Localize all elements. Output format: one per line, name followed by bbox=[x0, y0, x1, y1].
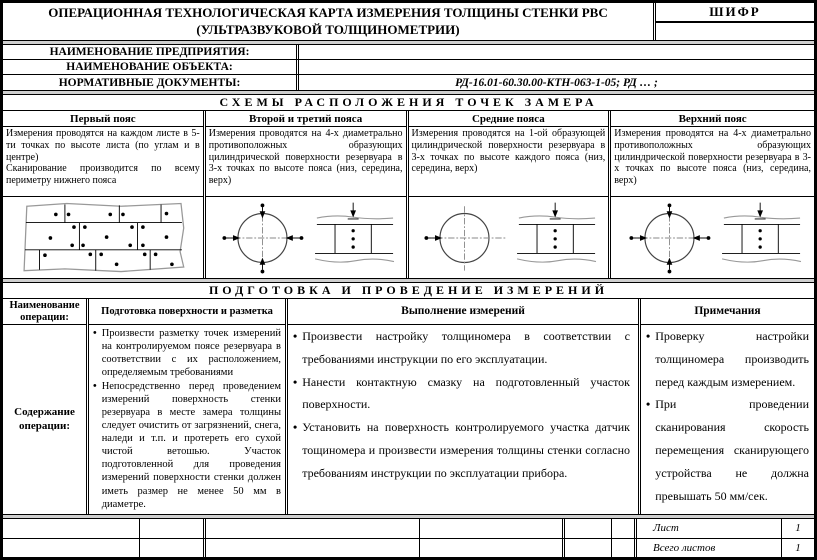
total-sheets-label: Всего листов bbox=[637, 539, 782, 558]
bullet-icon: • bbox=[93, 328, 97, 339]
info-table bbox=[3, 45, 814, 90]
footer-row bbox=[3, 539, 814, 558]
bullet-text: Нанести контактную смазку на подготовленный участок поверхности. bbox=[302, 374, 630, 412]
sheet-value: 1 bbox=[795, 522, 801, 535]
scheme-column-title: Второй и третий пояса bbox=[206, 111, 406, 127]
bullet-icon: • bbox=[93, 380, 97, 392]
top-belt-tank-section-diagram bbox=[611, 197, 814, 278]
footer-empty-cell bbox=[140, 539, 206, 558]
doc-title bbox=[3, 3, 656, 40]
scheme-column-text bbox=[611, 127, 814, 197]
footer-empty-cell bbox=[140, 519, 206, 538]
bullet-icon: • bbox=[646, 397, 651, 412]
info-row-object bbox=[3, 60, 814, 75]
scheme-column-title: Первый пояс bbox=[3, 111, 203, 127]
footer-block bbox=[3, 519, 814, 557]
schemes-section-title: СХЕМЫ РАСПОЛОЖЕНИЯ ТОЧЕК ЗАМЕРА bbox=[3, 95, 814, 111]
preparation-column bbox=[89, 299, 288, 514]
bullet-text: Непосредственно перед проведением измерений поверхность стенки резервуара в месте замера толщины следует очистить от загрязнений, снега, наледи и т.п. и протереть его сухой чистой ветошью. Участок подготовленной для проведения измерений поверхности стенки должен иметь размер не менее 50 мм в диаметре. bbox=[101, 380, 281, 510]
scheme-column-title: Средние пояса bbox=[409, 111, 609, 127]
bullet-text: Проверку настройки толщиномера производить перед каждым измерением. bbox=[655, 329, 809, 389]
normative-docs-label: НОРМАТИВНЫЕ ДОКУМЕНТЫ: bbox=[3, 75, 299, 90]
bullet-item bbox=[93, 380, 281, 511]
procedure-section-title: ПОДГОТОВКА И ПРОВЕДЕНИЕ ИЗМЕРЕНИЙ bbox=[3, 283, 814, 299]
object-name-label: НАИМЕНОВАНИЕ ОБЪЕКТА: bbox=[3, 60, 299, 74]
footer-empty-cell bbox=[565, 519, 612, 538]
cipher-label: ШИФР bbox=[656, 3, 814, 23]
footer-row bbox=[3, 519, 814, 539]
sheet-label: Лист bbox=[637, 519, 782, 538]
scheme-column-middle-belts bbox=[409, 111, 612, 278]
footer-empty-cell bbox=[3, 519, 140, 538]
total-sheets-value: 1 bbox=[795, 541, 801, 554]
operation-content-label: Содержание операции: bbox=[14, 406, 75, 432]
bullet-item bbox=[646, 325, 809, 393]
footer-empty-cell bbox=[206, 519, 420, 538]
footer-empty-cell bbox=[206, 539, 420, 558]
scheme-text-paragraph: Сканирование производится по всему периметру нижнего пояса bbox=[6, 163, 200, 187]
footer-empty-cell bbox=[612, 539, 637, 558]
belt1-wall-plates-diagram bbox=[3, 197, 203, 278]
scheme-text-paragraph: Измерения проводятся на каждом листе в 5-ти точках по высоте листа (по углам и в центре) bbox=[6, 128, 200, 163]
bullet-text: При проведении сканирования скорость перемещения сканирующего устройства не должна превышать 50 мм/сек. bbox=[655, 397, 809, 503]
belt23-tank-section-diagram bbox=[206, 197, 406, 278]
footer-empty-cell bbox=[420, 539, 565, 558]
normative-docs-value: РД-16.01-60.30.00-КТН-063-1-05; РД … ; bbox=[455, 76, 658, 89]
bullet-icon: • bbox=[293, 329, 298, 343]
scheme-column-text bbox=[409, 127, 609, 197]
bullet-item bbox=[293, 416, 630, 484]
bullet-icon: • bbox=[293, 420, 298, 435]
info-row-enterprise bbox=[3, 45, 814, 60]
operation-column bbox=[3, 299, 89, 514]
footer-empty-cell bbox=[565, 539, 612, 558]
notes-column bbox=[641, 299, 814, 514]
notes-bullet-list bbox=[641, 325, 814, 514]
object-name-value bbox=[299, 60, 814, 74]
middle-belts-tank-section-diagram bbox=[409, 197, 609, 278]
notes-column-title: Примечания bbox=[641, 299, 814, 325]
doc-title-line2: (УЛЬТРАЗВУКОВОЙ ТОЛЩИНОМЕТРИИ) bbox=[196, 21, 460, 37]
bullet-text: Произвести разметку точек измерений на контролируемом поясе резервуара в соответствии с их расположением, определяемым требованиями bbox=[101, 328, 281, 379]
scheme-column-text bbox=[206, 127, 406, 197]
bullet-item bbox=[646, 393, 809, 507]
enterprise-name-value bbox=[299, 45, 814, 59]
preparation-column-title: Подготовка поверхности и разметка bbox=[89, 299, 285, 325]
bullet-item bbox=[93, 327, 281, 380]
execution-column-title: Выполнение измерений bbox=[288, 299, 638, 325]
footer-empty-cell bbox=[612, 519, 637, 538]
preparation-bullet-list bbox=[89, 325, 285, 514]
execution-bullet-list bbox=[288, 325, 638, 514]
execution-column bbox=[288, 299, 641, 514]
scheme-text-paragraph: Измерения проводятся на 4-х диаметрально противоположных образующих цилиндрической поверхности резервуара в 3-х точках по высоте пояса (низ, середина, верх) bbox=[208, 128, 403, 187]
bullet-item bbox=[293, 371, 630, 417]
bullet-icon: • bbox=[646, 329, 651, 343]
scheme-column-top-belt bbox=[611, 111, 814, 278]
scheme-text-paragraph: Измерения проводятся на 4-х диаметрально противоположных образующих цилиндрической поверхности резервуара в 3-х точках по высоте пояса (низ, середина, верх) bbox=[614, 128, 811, 187]
bullet-item bbox=[293, 325, 630, 371]
enterprise-name-label: НАИМЕНОВАНИЕ ПРЕДПРИЯТИЯ: bbox=[3, 45, 299, 59]
scheme-column-title: Верхний пояс bbox=[611, 111, 814, 127]
title-block bbox=[3, 3, 814, 40]
cipher-block bbox=[656, 3, 814, 40]
operation-name-label: Наименование операции: bbox=[3, 299, 86, 325]
bullet-text: Произвести настройку толщиномера в соответствии с требованиями инструкции по его эксплуатации. bbox=[302, 329, 630, 366]
footer-empty-cell bbox=[3, 539, 140, 558]
scheme-column-text bbox=[3, 127, 203, 197]
schemes-grid bbox=[3, 111, 814, 278]
bullet-icon: • bbox=[293, 374, 298, 389]
bullet-text: Установить на поверхность контролируемого участка датчик тощиномера и произвести измерения толщины стенки согласно требованиям инструкции по эксплуатации прибора. bbox=[302, 420, 630, 480]
scheme-column-first-belt bbox=[3, 111, 206, 278]
procedure-table bbox=[3, 299, 814, 514]
footer-empty-cell bbox=[420, 519, 565, 538]
scheme-text-paragraph: Измерения проводятся на 1-ой образующей цилиндрической поверхности резервуара в 3-х точках по высоте каждого пояса (низ, середина, верх) bbox=[411, 128, 606, 175]
cipher-value-cell bbox=[656, 23, 814, 40]
doc-title-line1: ОПЕРАЦИОННАЯ ТЕХНОЛОГИЧЕСКАЯ КАРТА ИЗМЕРЕНИЯ ТОЛЩИНЫ СТЕНКИ РВС bbox=[48, 4, 608, 20]
scheme-column-second-third-belts bbox=[206, 111, 409, 278]
info-row-normative-docs bbox=[3, 75, 814, 90]
